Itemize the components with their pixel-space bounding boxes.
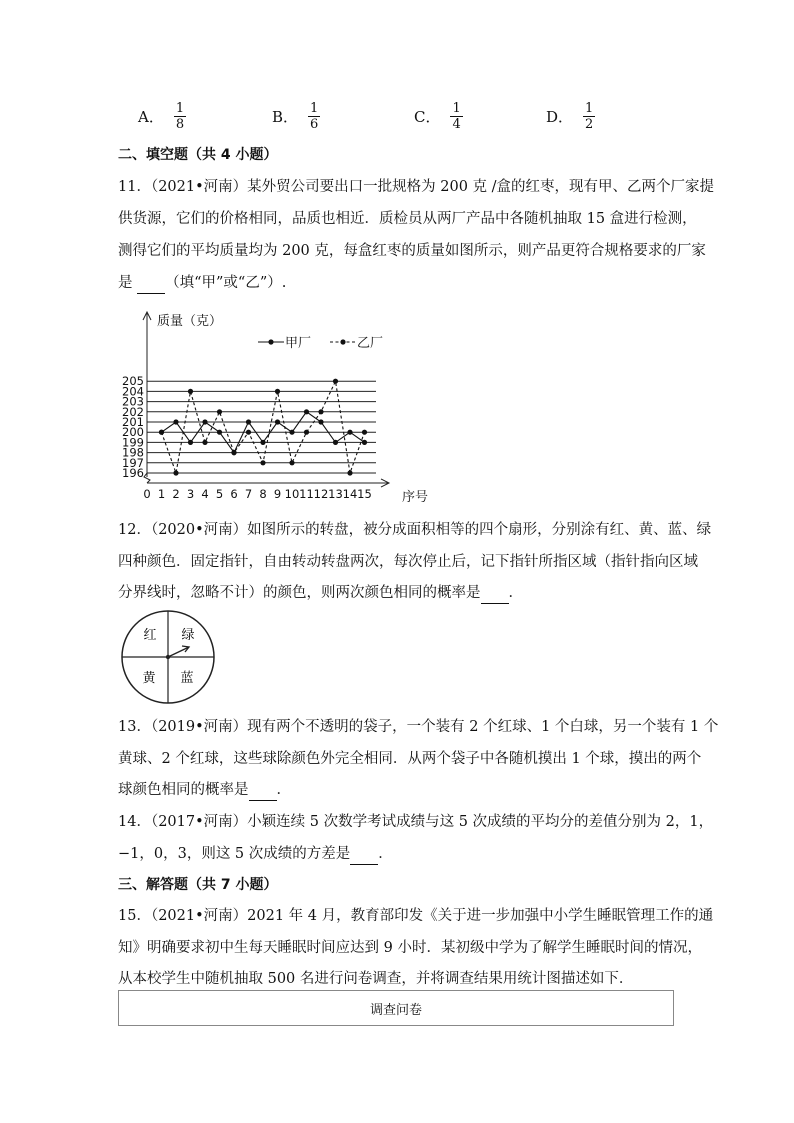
data-point: [318, 419, 323, 424]
data-point: [246, 430, 251, 435]
answer-blank: [481, 583, 509, 604]
data-point: [289, 430, 294, 435]
answer-blank: [137, 273, 165, 294]
x-tick-label: 1: [157, 487, 166, 501]
q15-line: 15．（2021•河南）2021 年 4 月，教育部印发《关于进一步加强中小学生睡眠管理工作的通: [118, 908, 714, 924]
q13-line: 13．（2019•河南）现有两个不透明的袋子，一个装有 2 个红球、1 个白球，另一个装有 1 个: [118, 719, 719, 735]
x-tick-label: 11: [299, 487, 314, 501]
option-letter: C．: [414, 108, 441, 126]
denominator: 6: [310, 117, 319, 132]
q15-line: 从本校学生中随机抽取 500 名进行问卷调查，并将调查结果用统计图描述如下．: [118, 971, 634, 987]
q13-line-last: [118, 780, 678, 801]
answer-blank: [350, 844, 378, 865]
x-tick-label: 0: [143, 487, 151, 501]
data-point: [333, 440, 338, 445]
denominator: 8: [175, 117, 185, 132]
numerator: 1: [175, 101, 185, 116]
numerator: 1: [452, 101, 461, 116]
data-point: [333, 379, 338, 384]
x-tick-label: 13: [328, 487, 343, 501]
y-tick-label: 199: [122, 435, 144, 450]
text: 分界线时，忽略不计）的颜色，则两次颜色相同的概率是: [118, 585, 481, 601]
sector-yellow: 黄: [142, 671, 156, 686]
x-tick-label: 5: [215, 487, 224, 501]
text: 球颜色相同的概率是: [118, 782, 249, 798]
data-point: [362, 430, 367, 435]
data-point: [347, 430, 352, 435]
survey-box: [118, 990, 674, 1026]
data-point: [188, 389, 193, 394]
data-point: [289, 460, 294, 465]
x-tick-label: 15: [357, 487, 372, 501]
sector-green: 绿: [181, 628, 195, 643]
y-axis-label: 质量（克）: [157, 314, 223, 329]
data-point: [159, 430, 164, 435]
denominator: 2: [585, 117, 594, 132]
q13-line: 黄球、2 个红球，这些球除颜色外完全相同．从两个袋子中各随机摸出 1 个球，摸出的两个: [118, 751, 702, 767]
text: ．: [508, 585, 523, 601]
answer-blank: [249, 780, 277, 801]
x-tick-label: 14: [342, 487, 358, 501]
data-point: [202, 440, 207, 445]
q11-line-last: [118, 273, 678, 294]
y-tick-label: 205: [122, 374, 144, 389]
data-point: [318, 409, 323, 414]
q15-line: 知》明确要求初中生每天睡眠时间应达到 9 小时．某初级中学为了解学生睡眠时间的情况，: [118, 940, 702, 956]
option-letter: D．: [546, 108, 574, 126]
option-a: [138, 101, 186, 132]
sector-blue: 蓝: [180, 671, 194, 686]
data-point: [304, 409, 309, 414]
data-point: [362, 440, 367, 445]
text: 是: [118, 275, 138, 291]
section-heading-solutions: 三、解答题（共 7 小题）: [118, 877, 278, 893]
legend-marker: [268, 339, 273, 344]
x-tick-label: 9: [273, 487, 282, 501]
data-point: [260, 460, 265, 465]
fraction: [174, 101, 186, 132]
option-c: [414, 101, 463, 132]
q12-line: 12．（2020•河南）如图所示的转盘，被分成面积相等的四个扇形，分别涂有红、黄、蓝、绿: [118, 522, 712, 538]
data-point: [173, 419, 178, 424]
y-tick-label: 197: [122, 455, 144, 470]
y-tick-label: 203: [122, 394, 144, 409]
survey-box-title: 调查问卷: [369, 1002, 422, 1018]
q12-line-last: [118, 583, 678, 604]
y-tick-label: 198: [122, 445, 144, 460]
y-tick-label: 201: [122, 415, 144, 429]
data-point: [304, 430, 309, 435]
data-point: [275, 389, 280, 394]
spinner-pointer: [168, 647, 189, 657]
q14-line-last: [118, 844, 678, 865]
y-tick-label: 196: [122, 466, 144, 480]
y-tick-label: 200: [122, 425, 144, 440]
numerator: 1: [310, 101, 319, 116]
x-tick-label: 6: [230, 487, 238, 501]
q12-line: 四种颜色．固定指针，自由转动转盘两次，每次停止后，记下指针所指区域（指针指向区域: [118, 554, 698, 570]
data-point: [347, 470, 352, 475]
x-tick-label: 7: [244, 487, 253, 501]
data-point: [217, 430, 222, 435]
legend-marker: [340, 339, 345, 344]
sector-red: 红: [143, 628, 157, 643]
option-letter: B．: [272, 108, 299, 126]
fraction: [308, 101, 320, 132]
q11-line: 11．（2021•河南）某外贸公司要出口一批规格为 200 克 /盒的红枣，现有甲、乙两个厂家提: [118, 179, 715, 195]
series-line-yi: [162, 381, 365, 473]
q14-line: 14．（2017•河南）小颖连续 5 次数学考试成绩与这 5 次成绩的平均分的差值分别为 2，1，: [118, 814, 714, 830]
section-heading-fill-in: 二、填空题（共 4 小题）: [118, 147, 278, 163]
x-tick-label: 4: [201, 487, 209, 501]
spinner-wheel: [118, 610, 220, 706]
q11-line: 测得它们的平均质量均为 200 克，每盒红枣的质量如图所示，则产品更符合规格要求的厂家: [118, 243, 706, 259]
fraction: [583, 101, 595, 132]
text: ．: [378, 846, 393, 862]
text: ．: [276, 782, 291, 798]
data-point: [188, 440, 193, 445]
x-tick-label: 3: [186, 487, 195, 501]
x-axis-label: 序号: [402, 490, 429, 505]
option-d: [546, 101, 595, 132]
legend-label: 甲厂: [285, 336, 312, 351]
data-point: [202, 419, 207, 424]
y-tick-label: 202: [122, 404, 144, 419]
x-tick-label: 2: [172, 487, 180, 501]
denominator: 4: [452, 117, 461, 132]
x-tick-label: 10: [284, 487, 300, 501]
text: （填“甲”或“乙”）.: [165, 275, 287, 291]
numerator: 1: [585, 101, 594, 116]
q11-line: 供货源，它们的价格相同，品质也相近．质检员从两厂产品中各随机抽取 15 盒进行检测，: [118, 211, 697, 227]
data-point: [246, 419, 251, 424]
x-tick-label: 8: [259, 487, 267, 501]
data-point: [217, 409, 222, 414]
data-point: [260, 440, 265, 445]
data-point: [275, 419, 280, 424]
y-tick-label: 204: [122, 384, 144, 399]
legend-label: 乙厂: [357, 336, 384, 351]
option-letter: A．: [138, 108, 164, 126]
quality-line-chart: [118, 305, 429, 505]
data-point: [173, 470, 178, 475]
option-b: [272, 101, 320, 132]
x-tick-label: 12: [313, 487, 329, 501]
text: −1，0，3，则这 5 次成绩的方差是: [118, 846, 351, 862]
data-point: [231, 450, 236, 455]
fraction: [450, 101, 462, 132]
